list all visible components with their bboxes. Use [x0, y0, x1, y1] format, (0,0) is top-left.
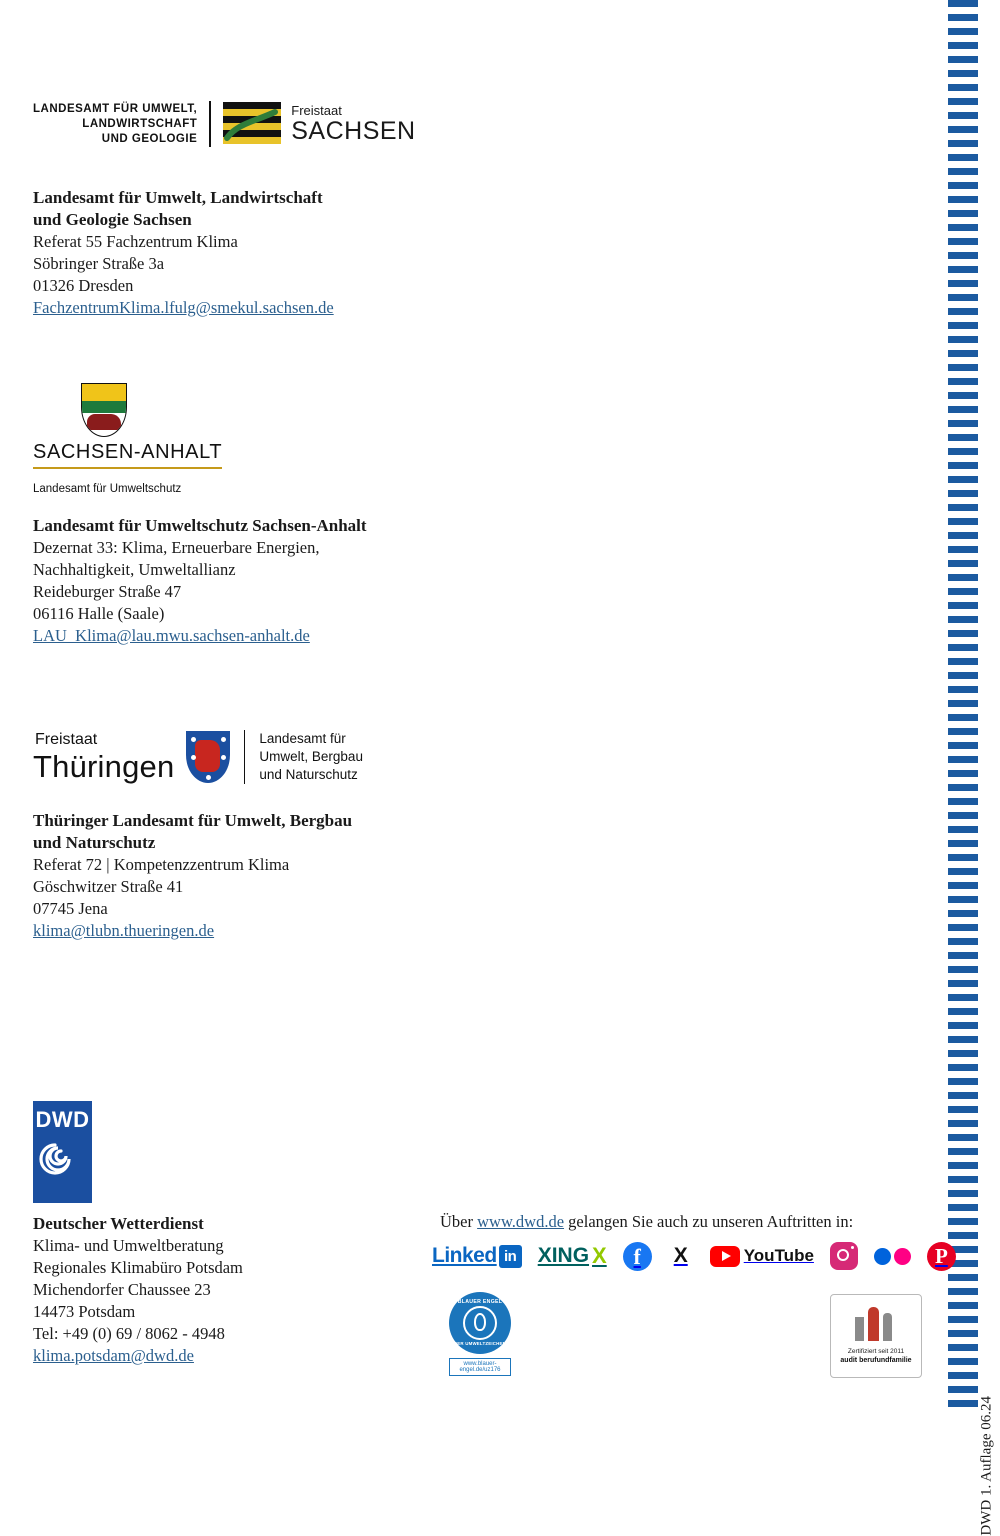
dwd-street: Michendorfer Chaussee 23 [33, 1280, 211, 1299]
edge-dash-rule [948, 0, 978, 1414]
social-intro-post: gelangen Sie auch zu unseren Auftritten in: [564, 1212, 854, 1231]
sachsen-anhalt-department-line1: Dezernat 33: Klima, Erneuerbare Energien, [33, 538, 320, 557]
blauer-engel-bottom-text: DER UMWELTZEICHEN [453, 1341, 507, 1346]
xing-label: XING [537, 1244, 590, 1267]
sachsen-email-link[interactable]: FachzentrumKlima.lfulg@smekul.sachsen.de [33, 298, 334, 317]
sachsen-coat-of-arms-icon [223, 102, 281, 146]
sachsen-address-block [33, 187, 334, 319]
instagram-icon[interactable] [830, 1242, 858, 1270]
dwd-email-link[interactable]: klima.potsdam@dwd.de [33, 1346, 194, 1365]
sachsen-anhalt-coat-of-arms-icon [81, 383, 127, 437]
dwd-spiral-icon [33, 1137, 77, 1181]
social-intro-pre: Über [440, 1212, 478, 1231]
sachsen-department: Referat 55 Fachzentrum Klima [33, 232, 238, 251]
sachsen-org-name-line1: Landesamt für Umwelt, Landwirtschaft [33, 188, 323, 207]
audit-logo-icon [853, 1307, 899, 1341]
youtube-label: YouTube [743, 1246, 814, 1265]
blauer-engel-top-text: BLAUER ENGEL [457, 1299, 503, 1305]
social-intro-text [440, 1212, 853, 1232]
logo-dwd [33, 1101, 92, 1203]
sachsen-anhalt-street: Reideburger Straße 47 [33, 582, 182, 601]
dwd-org-name: Deutscher Wetterdienst [33, 1214, 204, 1233]
sachsen-anhalt-email-link[interactable]: LAU_Klima@lau.mwu.sachsen-anhalt.de [33, 626, 310, 645]
thueringen-street: Göschwitzer Straße 41 [33, 877, 184, 896]
sachsen-anhalt-address-block [33, 515, 367, 647]
sachsen-anhalt-city: 06116 Halle (Saale) [33, 604, 165, 623]
logo-sachsen-anhalt-word: SACHSEN-ANHALT [33, 441, 222, 469]
linkedin-mark: in [499, 1245, 522, 1268]
dwd-address-block [33, 1213, 243, 1367]
audit-berufundfamilie-badge [830, 1294, 922, 1378]
blauer-engel-url: www.blauer-engel.de/uz176 [449, 1358, 511, 1376]
thueringen-coat-of-arms-icon [186, 731, 230, 783]
vertical-imprint-text: DWD 1. Auflage 06.24 [979, 1396, 995, 1536]
logo-thueringen-words [33, 732, 174, 782]
dwd-department: Klima- und Umweltberatung [33, 1236, 224, 1255]
logo-dwd-text: DWD [35, 1107, 90, 1132]
logo-thueringen-right-text [244, 730, 363, 784]
sachsen-city: 01326 Dresden [33, 276, 134, 295]
logo-sachsen-line1: LANDESAMT FÜR UMWELT, [33, 102, 198, 115]
youtube-icon[interactable] [710, 1242, 814, 1270]
audit-line1: Zertifiziert seit 2011 [847, 1348, 905, 1355]
thueringen-address-block [33, 810, 352, 942]
thueringen-org-name-line1: Thüringer Landesamt für Umwelt, Bergbau [33, 811, 353, 830]
x-twitter-glyph: X [673, 1244, 688, 1267]
dwd-phone: Tel: +49 (0) 69 / 8062 - 4948 [33, 1324, 225, 1343]
logo-sachsen-line2: LANDWIRTSCHAFT [82, 117, 198, 130]
pinterest-glyph: P [927, 1242, 956, 1271]
logo-thueringen [33, 730, 363, 784]
sachsen-anhalt-org-name: Landesamt für Umweltschutz Sachsen-Anhalt [33, 516, 367, 535]
facebook-icon[interactable] [623, 1242, 652, 1270]
logo-sachsen [33, 98, 416, 150]
thueringen-email-link[interactable]: klima@tlubn.thueringen.de [33, 921, 215, 940]
flickr-icon[interactable] [874, 1242, 911, 1270]
logo-thueringen-right-line1: Landesamt für [259, 731, 346, 746]
logo-thueringen-right-line2: Umwelt, Bergbau [259, 749, 363, 764]
dwd-city: 14473 Potsdam [33, 1302, 136, 1321]
blauer-engel-icon [449, 1292, 511, 1354]
thueringen-department: Referat 72 | Kompetenzzentrum Klima [33, 855, 290, 874]
thueringen-org-name-line2: und Naturschutz [33, 833, 156, 852]
logo-thueringen-freistaat: Freistaat [35, 731, 98, 748]
youtube-play-glyph [710, 1246, 740, 1267]
dwd-website-link[interactable]: www.dwd.de [477, 1212, 565, 1231]
logo-thueringen-name: Thüringen [33, 749, 175, 784]
linkedin-label: Linked [432, 1244, 497, 1267]
xing-icon[interactable] [538, 1242, 607, 1270]
logo-thueringen-right-line3: und Naturschutz [259, 767, 358, 782]
logo-sachsen-sachsen: SACHSEN [291, 117, 416, 145]
instagram-glyph [830, 1242, 858, 1270]
thueringen-city: 07745 Jena [33, 899, 108, 918]
x-twitter-icon[interactable] [668, 1242, 694, 1270]
logo-divider [209, 101, 211, 147]
blauer-engel-badge [449, 1292, 511, 1376]
sachsen-org-name-line2: und Geologie Sachsen [33, 210, 192, 229]
linkedin-icon[interactable] [432, 1242, 522, 1270]
dwd-office: Regionales Klimabüro Potsdam [33, 1258, 243, 1277]
social-icons-row [432, 1240, 956, 1272]
audit-line2: audit berufundfamilie [840, 1357, 912, 1364]
logo-sachsen-state [291, 104, 415, 144]
facebook-glyph: f [623, 1242, 652, 1271]
pinterest-icon[interactable] [927, 1242, 956, 1270]
logo-sachsen-line3: UND GEOLOGIE [101, 132, 198, 145]
sachsen-anhalt-department-line2: Nachhaltigkeit, Umweltallianz [33, 560, 236, 579]
xing-mark: X [592, 1243, 607, 1268]
sachsen-street: Söbringer Straße 3a [33, 254, 165, 273]
blauer-engel-figure [463, 1306, 497, 1340]
logo-sachsen-freistaat: Freistaat [291, 103, 342, 118]
logo-sachsen-words [33, 102, 197, 147]
logo-sachsen-anhalt-sub: Landesamt für Umweltschutz [33, 483, 182, 495]
logo-sachsen-anhalt [33, 383, 293, 495]
